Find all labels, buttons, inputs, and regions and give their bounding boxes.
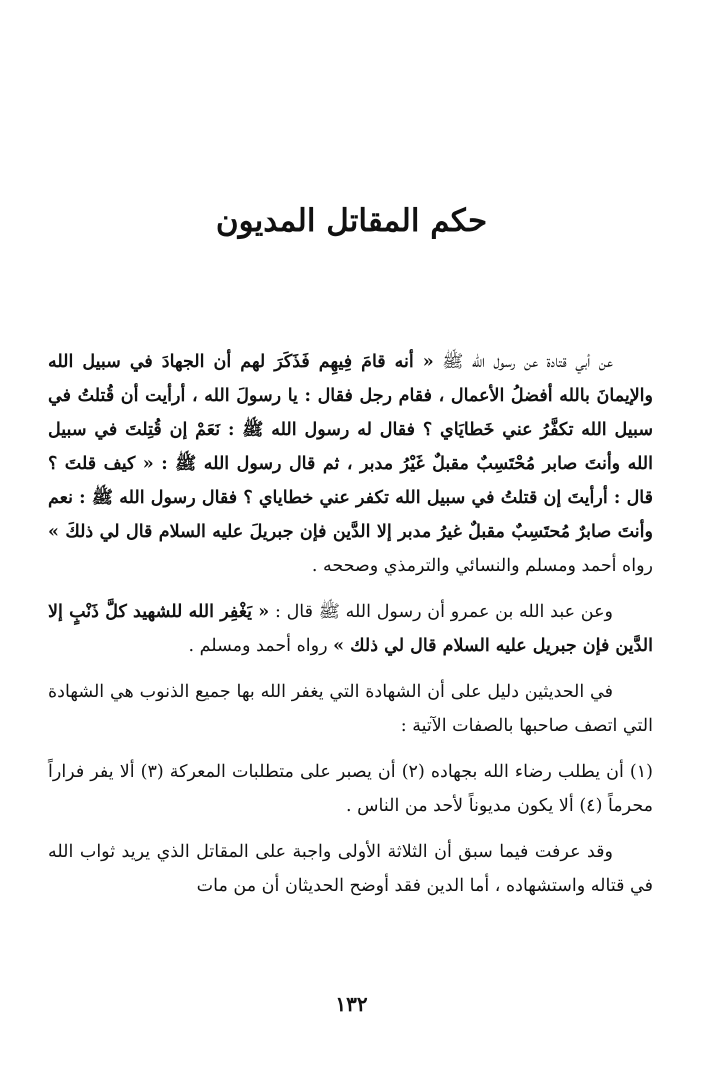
hadith-quote: « أنه قامَ فِيهِم فَذَكَرَ لهم أن الجهادَ في سبيل الله والإيمانَ بالله أفضلُ الأعمال ، فقام رجل فقال : يا رسولَ الله ، أرأيت أن قُتلتُ في سبيل الله تكفَّرُ عني خَطايَاي ؟ فقال له رسول الله ﷺ : نَعَمْ إن قُتِلتَ في سبيل الله وأنتَ صابر مُحْتَسِبٌ مقبلٌ غَيْرُ مدبر ، ثم قال رسول الله ﷺ : « كيف قلتَ ؟ قال : أرأيتَ إن قتلتُ في سبيل الله تكفر عني خطاياي ؟ فقال رسول الله ﷺ : نعم وأنتَ صابرٌ مُحتَسِبٌ مقبلٌ غيرُ مدبر إلا الدَّين فإن جبريلَ عليه السلام قال لي ذلكَ » (48, 352, 653, 542)
paragraph-conclusion (48, 675, 653, 743)
paragraph-hadith-abdullah-ibn-amr (48, 595, 653, 663)
text-segment: وقد عرفت فيما سبق أن الثلاثة الأولى واجبة على المقاتل الذي يريد ثواب الله في قتاله واستشهاده ، أما الدين فقد أوضح الحديثان أن من مات (48, 842, 653, 896)
hadith-quote: « يَغْفِر الله للشهيد كلَّ ذَنْبٍ إلا الدَّين فإن جبريل عليه السلام قال لي ذلك » (48, 602, 653, 656)
paragraph-hadith-abu-qatada (48, 345, 653, 583)
page-number: ١٣٢ (335, 992, 368, 1016)
text-segment: (١) أن يطلب رضاء الله بجهاده (٢) أن يصبر على متطلبات المعركة (٣) ألا يفر فراراً محرماً (٤) ألا يكون مديوناً لأحد من الناس . (48, 762, 653, 816)
text-segment: رواه أحمد ومسلم . (188, 636, 328, 656)
body-text (48, 345, 653, 915)
paragraph-explanation (48, 835, 653, 903)
text-segment: في الحديثين دليل على أن الشهادة التي يغفر الله بها جميع الذنوب هي الشهادة التي اتصف صاحبها بالصفات الآتية : (48, 682, 653, 736)
page-title: حكم المقاتل المديون (215, 203, 488, 239)
paragraph-conditions-list (48, 755, 653, 823)
text-segment: رواه أحمد ومسلم والنسائي والترمذي وصححه . (311, 556, 653, 576)
text-segment: وعن عبد الله بن عمرو أن رسول الله ﷺ قال : (269, 602, 613, 622)
text-segment: عن أبي قتادة عن رسول الله ﷺ (442, 352, 613, 372)
